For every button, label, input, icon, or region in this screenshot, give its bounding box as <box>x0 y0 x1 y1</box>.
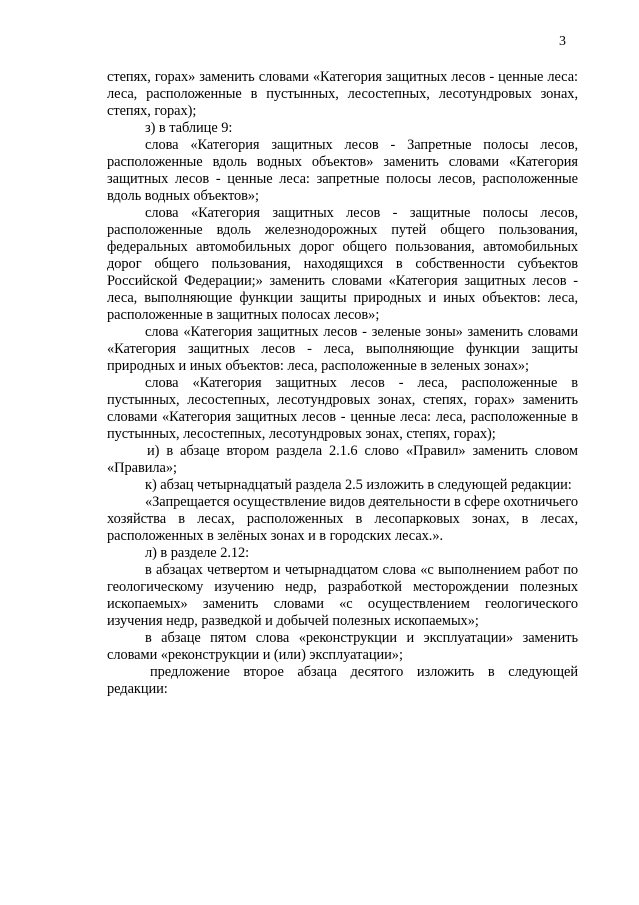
paragraph-item-l: л) в разделе 2.12: <box>145 545 250 561</box>
paragraph-protective-strips: слова «Категория защитных лесов - защитные полосы лесов, расположенные вдоль железнодорожных путей общего пользования, федеральных автомобильных дорог общего пользования, автомобильных дорог общего пользования, находящихся в собственности субъектов Российской Федерации;» заменить словами «Категория защитных лесов - леса, выполняющие функции защиты природных и иных объектов: леса, расположенные в защитных полосах лесов»; <box>107 205 578 323</box>
paragraph-item-i: и) в абзаце втором раздела 2.1.6 слово «Правил» заменить словом «Правила»; <box>107 443 578 476</box>
paragraph-deserts-steppes: слова «Категория защитных лесов - леса, расположенные в пустынных, лесостепных, лесотундровых зонах, степях, горах» заменить словами «Категория защитных лесов - ценные леса: леса, расположенные в пустынных, лесостепных, лесотундровых зонах, степях, горах); <box>107 375 578 442</box>
paragraph-forbidden-strips: слова «Категория защитных лесов - Запретные полосы лесов, расположенные вдоль водных объектов» заменить словами «Категория защитных лесов - ценные леса: запретные полосы лесов, расположенные вдоль водных объектов»; <box>107 137 578 204</box>
paragraph-item-k: к) абзац четырнадцатый раздела 2.5 изложить в следующей редакции: <box>145 477 572 493</box>
paragraph-geology: в абзацах четвертом и четырнадцатом слова «с выполнением работ по геологическому изучению недр, разработкой месторождении полезных ископаемых» заменить словами «с осуществлением геологического изучения недр, разведкой и добычей полезных ископаемых»; <box>107 562 578 629</box>
document-body <box>107 69 578 698</box>
paragraph-continuation: степях, горах» заменить словами «Категория защитных лесов - ценные леса: леса, расположенные в пустынных, лесостепных, лесотундровых зонах, степях, горах); <box>107 69 578 119</box>
paragraph-item-z: з) в таблице 9: <box>145 120 233 136</box>
paragraph-green-zones: слова «Категория защитных лесов - зеленые зоны» заменить словами «Категория защитных лесов - леса, выполняющие функции защиты природных и иных объектов: леса, расположенные в зеленых зонах»; <box>107 324 578 374</box>
paragraph-reconstruction: в абзаце пятом слова «реконструкции и эксплуатации» заменить словами «реконструкции и (или) эксплуатации»; <box>107 630 578 663</box>
paragraph-hunting-prohibition: «Запрещается осуществление видов деятельности в сфере охотничьего хозяйства в лесах, расположенных в лесопарковых зонах, в лесах, расположенных в зелёных зонах и в городских лесах.». <box>107 494 578 544</box>
page-number: 3 <box>559 34 566 49</box>
paragraph-sentence-two: предложение второе абзаца десятого изложить в следующей редакции: <box>107 664 578 697</box>
